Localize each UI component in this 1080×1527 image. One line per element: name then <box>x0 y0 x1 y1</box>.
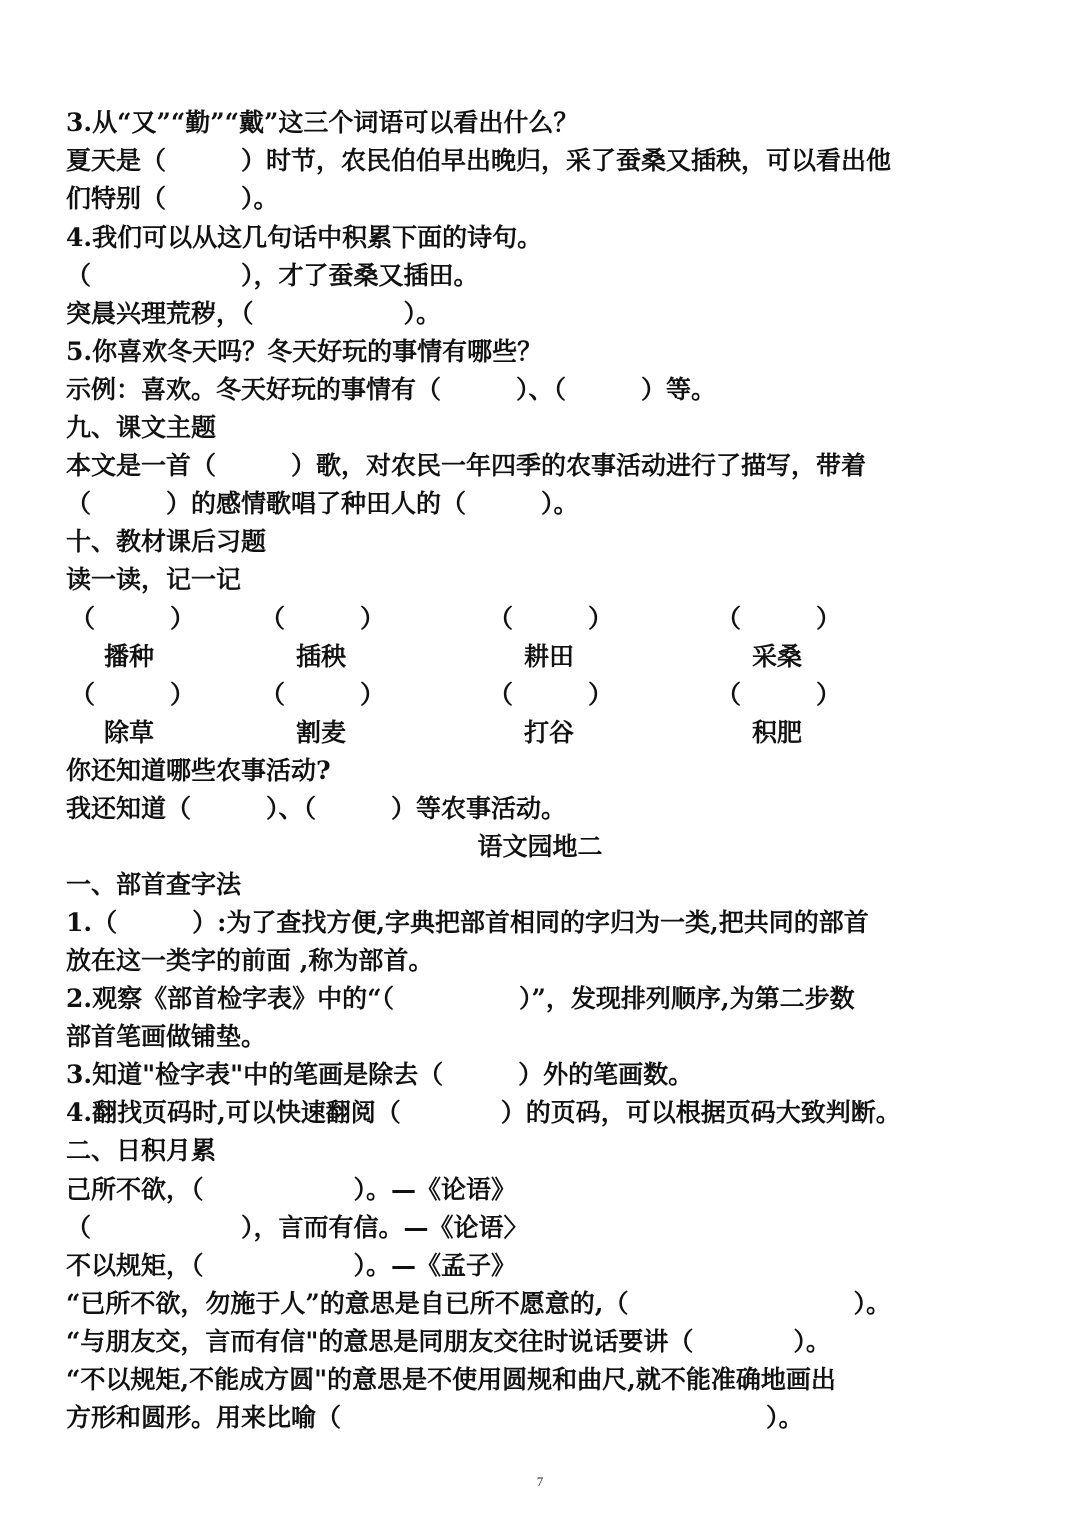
vocab-word: 积肥 <box>752 718 803 747</box>
section10-heading: 十、教材课后习题 <box>66 527 267 556</box>
garden-s2-item: （ ），言而有信。—《论语〉 <box>66 1213 529 1242</box>
vocab-word: 除草 <box>104 718 155 747</box>
garden-s2-item: 不以规矩，（ ）。—《孟子》 <box>66 1251 517 1280</box>
vocab-word: 耕田 <box>524 642 575 671</box>
q4-line1: （ ），才了蚕桑又插田。 <box>66 261 479 290</box>
section10-subheading: 读一读，记一记 <box>66 565 242 594</box>
garden-s2-item: 己所不欲，（ ）。—《论语》 <box>66 1175 517 1204</box>
section9-heading: 九、课文主题 <box>66 413 217 442</box>
q3-title: 3.从“又”“勤”“戴”这三个词语可以看出什么？ <box>66 108 579 137</box>
vocab-word: 插秧 <box>296 642 347 671</box>
garden-s2-heading: 二、日积月累 <box>66 1136 217 1165</box>
vocab-word: 割麦 <box>296 718 347 747</box>
garden-title: 语文园地二 <box>477 832 603 861</box>
paren-blank: （ ） <box>70 680 196 709</box>
paren-blank: （ ） <box>70 604 196 633</box>
q4-title: 4.我们可以从这几句话中积累下面的诗句。 <box>66 223 543 252</box>
q3-line1: 夏天是（ ）时节，农民伯伯早出晚归，采了蚕桑又插秧，可以看出他 <box>66 146 892 175</box>
garden-s1-item: 部首笔画做铺垫。 <box>66 1022 267 1051</box>
q4-line2: 突晨兴理荒秽，（ ）。 <box>66 299 442 328</box>
garden-s1-item: 放在这一类字的前面 ,称为部首。 <box>66 946 434 975</box>
paren-blank: （ ） <box>260 604 386 633</box>
garden-s2-item: “与朋友交，言而有信"的意思是同朋友交往时说话要讲（ ）。 <box>66 1327 831 1356</box>
garden-s2-item: “不以规矩,不能成方圆"的意思是不使用圆规和曲尺,就不能准确地画出 <box>66 1365 836 1394</box>
section9-line1: 本文是一首（ ）歌，对农民一年四季的农事活动进行了描写，带着 <box>66 451 867 480</box>
garden-s1-item: 3.知道"检字表"中的笔画是除去（ ）外的笔画数。 <box>66 1060 694 1089</box>
paren-blank: （ ） <box>260 680 386 709</box>
q5-example: 示例：喜欢。冬天好玩的事情有（ ）、（ ）等。 <box>66 375 717 404</box>
garden-s1-item: 2.观察《部首检字表》中的“（ ）”，发现排列顺序,为第二步数 <box>66 984 855 1013</box>
paren-blank: （ ） <box>716 604 842 633</box>
garden-s2-item: “已所不欲，勿施于人”的意思是自已所不愿意的,（ ）。 <box>66 1289 891 1318</box>
vocab-word: 采桑 <box>752 642 803 671</box>
paren-blank: （ ） <box>716 680 842 709</box>
page-number: 7 <box>536 1474 544 1489</box>
section10-question: 你还知道哪些农事活动? <box>66 756 331 785</box>
garden-s1-heading: 一、部首查字法 <box>66 870 242 899</box>
section9-line2: （ ）的感情歌唱了种田人的（ ）。 <box>66 489 579 518</box>
paren-blank: （ ） <box>488 680 614 709</box>
vocab-word: 打谷 <box>524 718 575 747</box>
garden-s2-item: 方形和圆形。用来比喻（ ）。 <box>66 1403 804 1432</box>
paren-blank: （ ） <box>488 604 614 633</box>
vocab-word: 播种 <box>104 642 155 671</box>
section10-answer: 我还知道（ ）、（ ）等农事活动。 <box>66 794 567 823</box>
q3-line2: 们特别（ ）。 <box>66 184 279 213</box>
garden-s1-item: 1.（ ）:为了查找方便,字典把部首相同的字归为一类,把共同的部首 <box>66 908 869 937</box>
q5-title: 5.你喜欢冬天吗？冬天好玩的事情有哪些？ <box>66 337 543 366</box>
garden-s1-item: 4.翻找页码时,可以快速翻阅（ ）的页码，可以根据页码大致判断。 <box>66 1098 901 1127</box>
